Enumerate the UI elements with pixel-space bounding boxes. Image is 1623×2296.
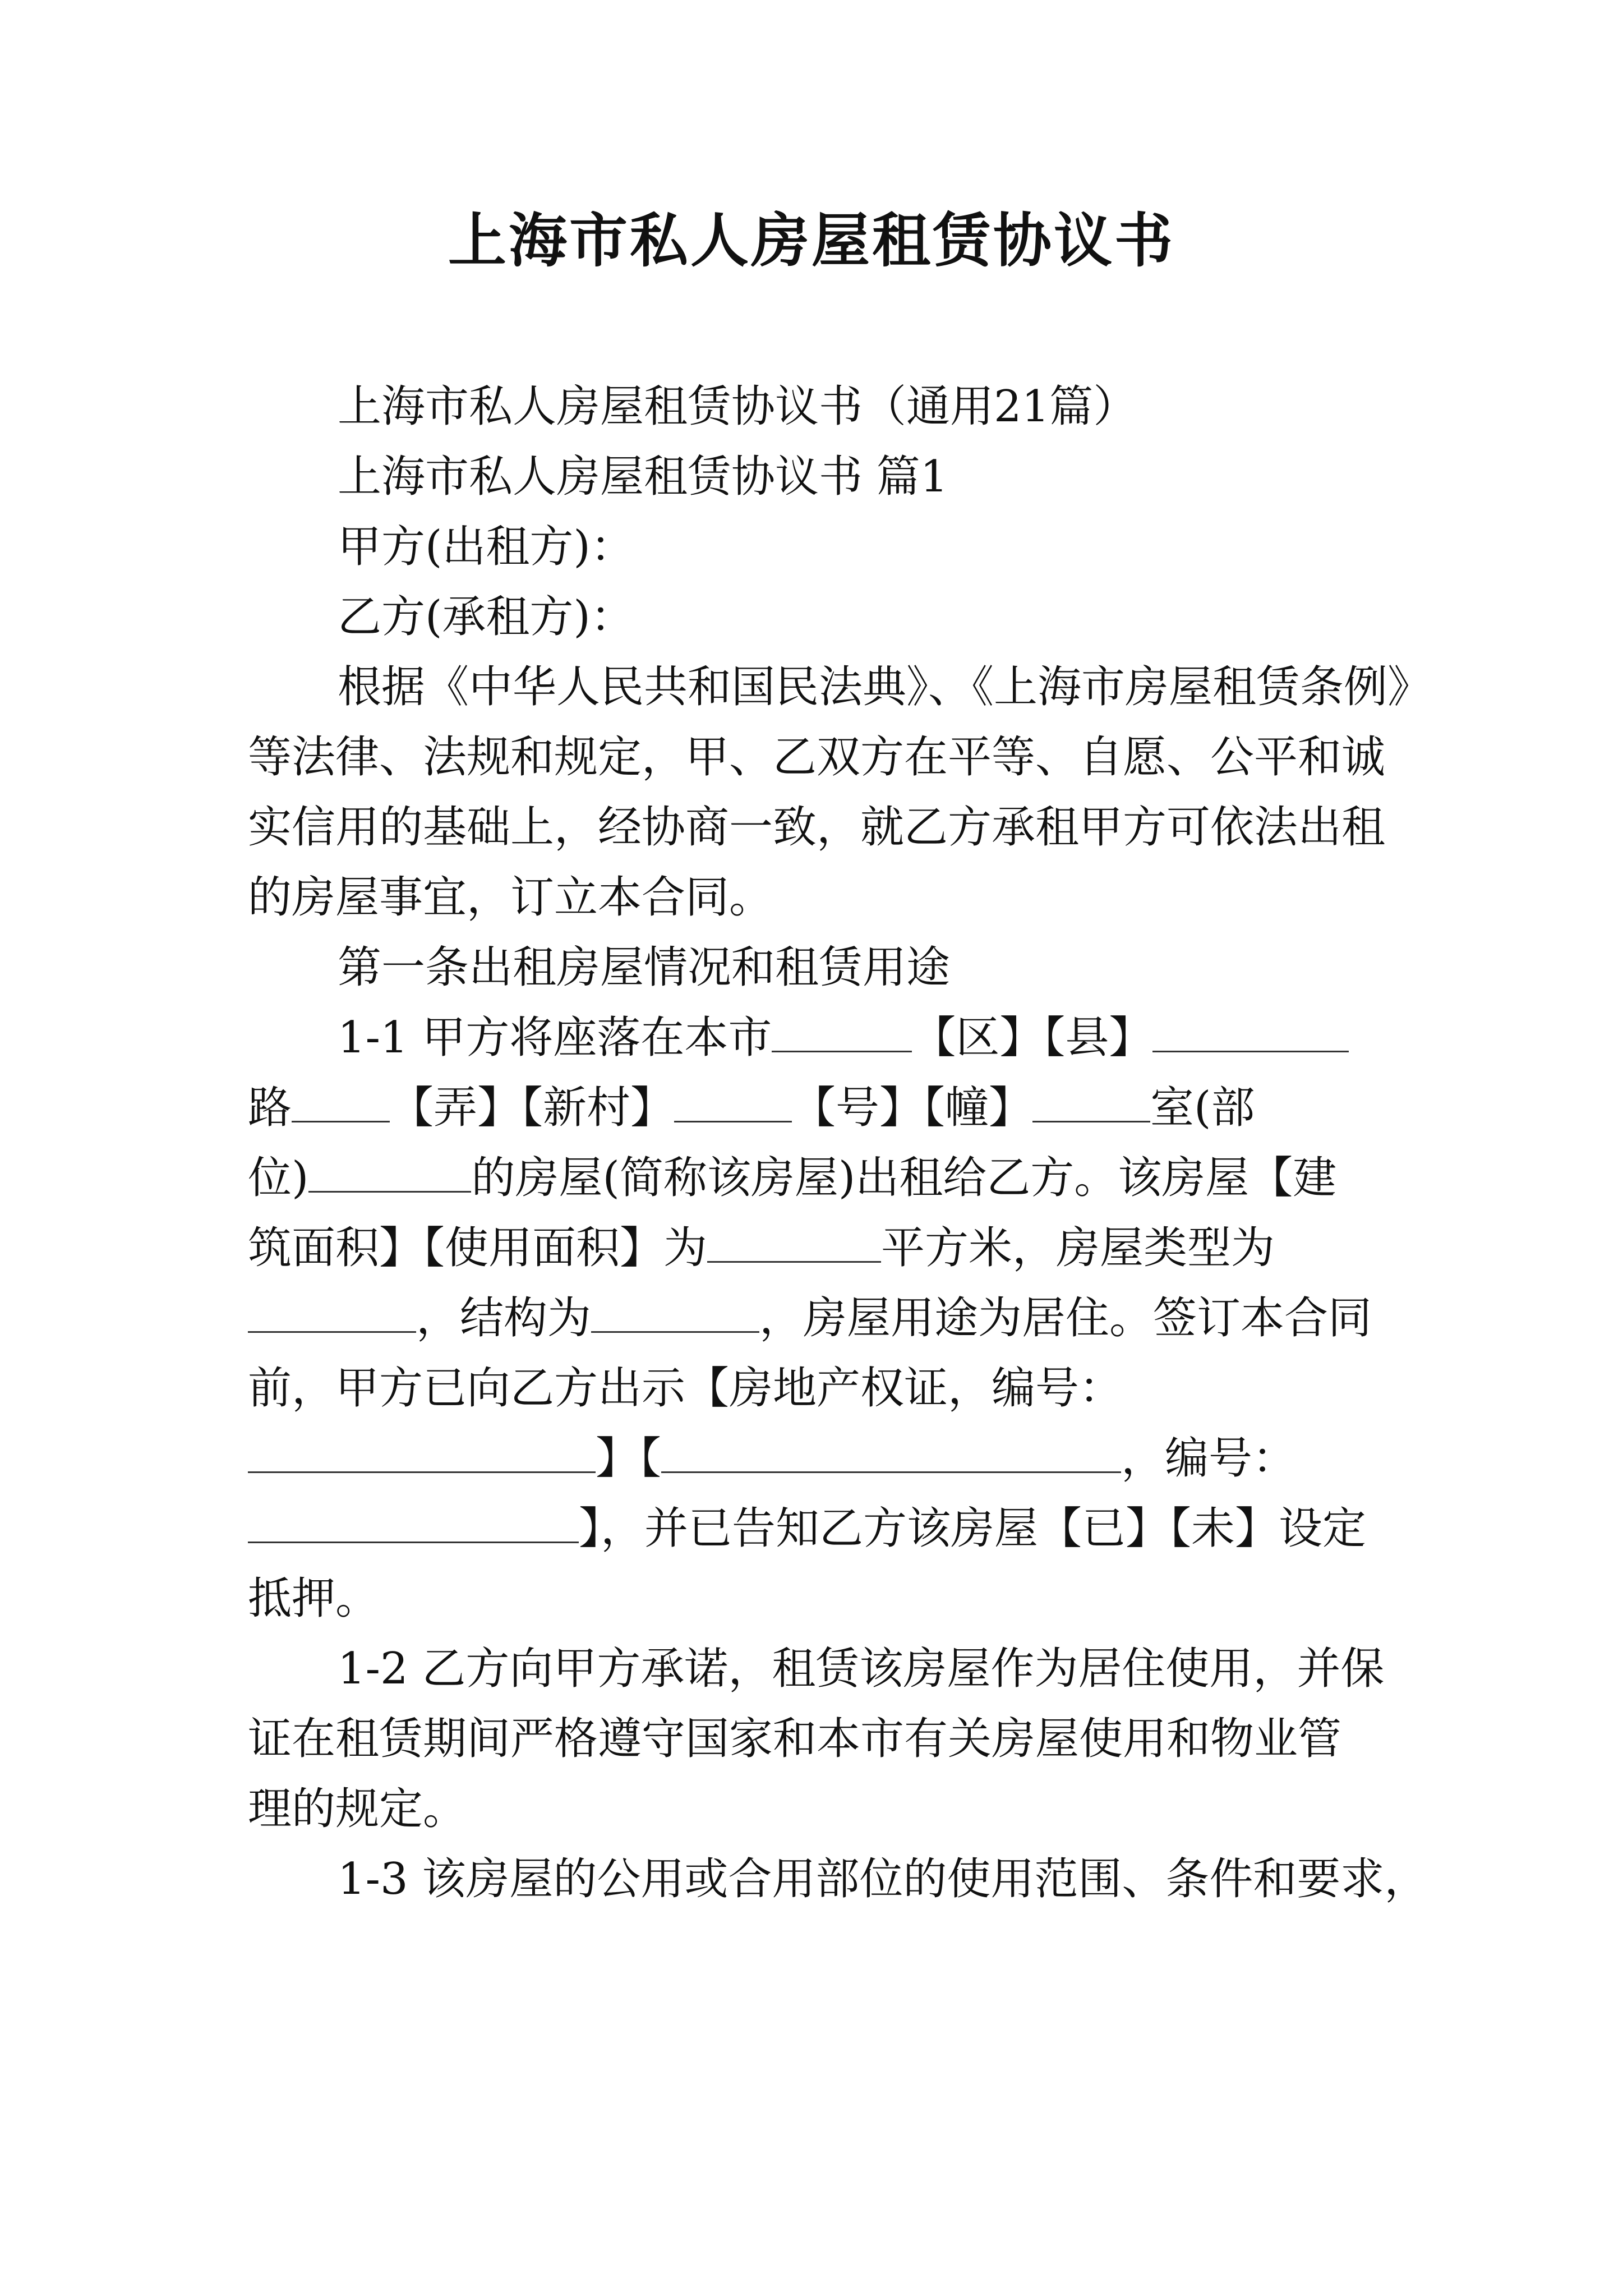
intro-line-1: 根据《中华人民共和国民法典》、《上海市房屋租赁条例》: [338, 662, 1432, 712]
clause-1-1-line-4: [248, 1220, 1389, 1276]
clause-text: 路: [248, 1083, 292, 1133]
clause-text: 筑面积】【使用面积】为: [248, 1223, 708, 1273]
blank-structure: [591, 1292, 759, 1333]
clause-1-1-line-2: [248, 1080, 1389, 1136]
blank-number: [1032, 1082, 1150, 1122]
blank-city: [772, 1011, 912, 1052]
blank-house-type: [248, 1292, 416, 1333]
article-1-title: 第一条出租房屋情况和租赁用途: [338, 942, 951, 993]
clause-text: ，房屋用途为居住。签订本合同: [759, 1293, 1372, 1343]
clause-text: 的房屋(简称该房屋)出租给乙方。该房屋【建: [471, 1153, 1337, 1203]
clause-1-1-line-3: [248, 1150, 1389, 1206]
blank-cert-no: [248, 1432, 596, 1473]
clause-1-1-line-5: [248, 1290, 1389, 1346]
clause-text: 】【: [596, 1433, 662, 1484]
clause-text: 位): [248, 1153, 309, 1203]
blank-other-no: [248, 1502, 579, 1543]
clause-text: 室(部: [1150, 1083, 1255, 1133]
clause-1-3-line-1: 1-3 该房屋的公用或合用部位的使用范围、条件和要求，: [338, 1854, 1428, 1904]
section-heading: 上海市私人房屋租赁协议书 篇1: [338, 452, 948, 502]
intro-line-4: 的房屋事宜，订立本合同。: [248, 872, 773, 923]
clause-text: 【区】【县】: [912, 1013, 1153, 1063]
clause-1-1-line-6: 前，甲方已向乙方出示【房地产权证，编号：: [248, 1363, 1123, 1414]
clause-text: 平方米，房屋类型为: [881, 1223, 1275, 1273]
clause-text: 1-1 甲方将座落在本市: [338, 1013, 772, 1063]
blank-lane: [674, 1082, 792, 1122]
blank-district: [1152, 1011, 1349, 1052]
clause-text: ，结构为: [416, 1293, 592, 1343]
intro-line-3: 实信用的基础上，经协商一致，就乙方承租甲方可依法出租: [248, 802, 1386, 853]
clause-1-1-line-1: [338, 1010, 1389, 1066]
clause-1-1-line-7: [248, 1430, 1389, 1487]
clause-1-1-line-9: 抵押。: [248, 1573, 380, 1624]
document-subtitle: 上海市私人房屋租赁协议书（通用21篇）: [338, 381, 1137, 432]
blank-room: [308, 1152, 471, 1193]
clause-1-2-line-2: 证在租赁期间严格遵守国家和本市有关房屋使用和物业管: [248, 1714, 1342, 1764]
clause-text: 【弄】【新村】: [390, 1083, 675, 1133]
clause-text: 【号】【幢】: [792, 1083, 1033, 1133]
document-title: 上海市私人房屋租赁协议书: [448, 206, 1175, 275]
blank-other-cert: [661, 1432, 1121, 1473]
clause-1-2-line-3: 理的规定。: [248, 1784, 467, 1834]
clause-text: ，编号：: [1121, 1433, 1297, 1484]
intro-line-2: 等法律、法规和规定，甲、乙双方在平等、自愿、公平和诚: [248, 732, 1386, 783]
clause-text: 】，并已告知乙方该房屋【已】【未】设定: [579, 1503, 1367, 1554]
blank-area: [707, 1222, 881, 1263]
party-a-label: 甲方(出租方)：: [338, 522, 634, 572]
party-b-label: 乙方(承租方)：: [338, 592, 634, 642]
clause-1-1-line-8: [248, 1501, 1389, 1557]
clause-1-2-line-1: 1-2 乙方向甲方承诺，租赁该房屋作为居住使用，并保: [338, 1644, 1385, 1694]
blank-road: [292, 1082, 390, 1122]
